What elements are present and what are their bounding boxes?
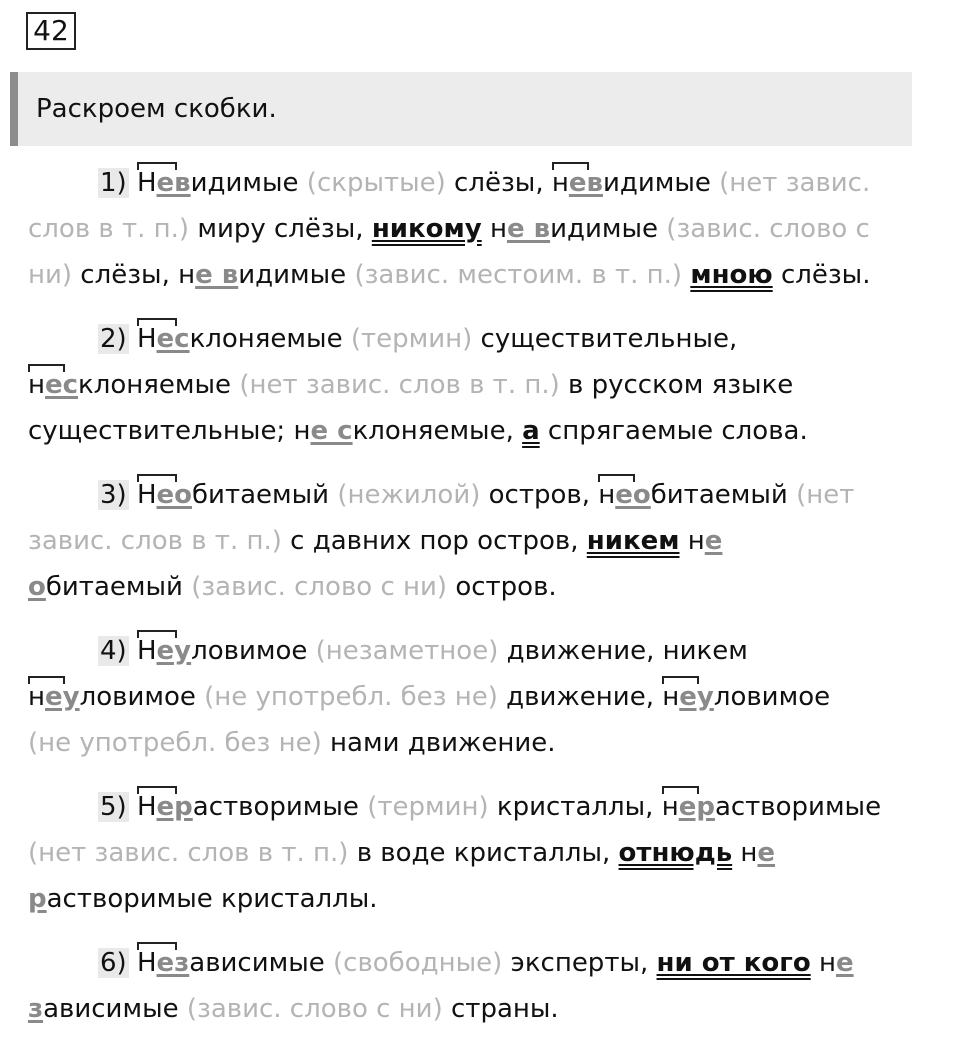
prefix-ne: н [598,472,615,518]
highlighted-letters: е [704,526,723,556]
text-line [28,472,938,518]
explanation-note: слов в т. п.) [28,214,190,244]
explanation-note: (завис. местоим. в т. п.) [354,260,683,290]
highlighted-letters: ер [678,792,715,822]
item-number: 4) [100,636,127,666]
prefix-ne: н [662,674,679,720]
highlighted-letters: еу [156,636,192,666]
prefix-ne: Н [137,628,157,674]
text-segment: ависимые [189,948,334,978]
text-segment: в русском языке [559,370,794,400]
text-line [28,986,938,1032]
text-segment: ловимое [713,682,831,712]
text-segment: слёзы, н [72,260,196,290]
prefix-ne: Н [137,160,157,206]
keyword: мною [690,260,773,290]
explanation-note: ни) [28,260,73,290]
text-line [28,206,938,252]
highlighted-letters: з [28,994,44,1024]
highlighted-letters: е в [506,214,551,244]
item-number: 6) [100,948,127,978]
text-segment: битаемый [192,480,338,510]
highlighted-letters: о [28,572,46,602]
text-line [28,316,938,362]
text-line [28,674,938,720]
text-segment: астворимые [192,792,368,822]
explanation-note: (нет завис. [719,168,871,198]
highlighted-letters: ес [45,370,79,400]
text-segment: остров, [480,480,599,510]
text-segment: битаемый [650,480,797,510]
keyword: никому [371,214,482,244]
text-segment [129,168,137,198]
text-segment: с давних пор остров, [281,526,587,556]
text-segment: миру слёзы, [189,214,372,244]
text-line [28,940,938,986]
explanation-note: (нежилой) [337,480,481,510]
text-segment: н [732,838,758,868]
text-segment: клоняемые [189,324,351,354]
keyword: никем [586,526,680,556]
text-segment: н [810,948,836,978]
text-segment [129,636,137,666]
item-6 [28,940,938,1032]
text-line [28,628,938,674]
highlighted-letters: еу [679,682,714,712]
text-line [28,518,938,564]
explanation-note: (не употребл. без не) [204,682,498,712]
prefix-ne: н [28,674,45,720]
highlighted-letters: е [835,948,854,978]
text-segment: остров. [447,572,557,602]
highlighted-letters: е [757,838,776,868]
text-segment: спрягаемые слова. [539,416,808,446]
prefix-ne: н [552,160,569,206]
text-segment: слёзы, [445,168,552,198]
text-segment: клоняемые [78,370,240,400]
highlighted-letters: р [28,884,47,914]
explanation-note: (термин) [367,792,489,822]
text-segment: битаемый [45,572,192,602]
explanation-note: (термин) [350,324,473,354]
explanation-note: (скрытые) [306,168,446,198]
explanation-note: (незаметное) [315,636,499,666]
item-1 [28,160,938,298]
highlighted-letters: ес [156,324,190,354]
text-segment: ависимые [43,994,187,1024]
keyword: ни от кого [656,948,811,978]
text-line [28,830,938,876]
highlighted-letters: ев [568,168,603,198]
text-segment: существительные; н [28,416,311,446]
prefix-ne: Н [137,316,157,362]
keyword: отнюдь [618,838,733,868]
text-line [28,720,938,766]
prefix-ne: н [662,784,679,830]
text-segment [129,948,137,978]
prefix-ne: Н [137,472,157,518]
prefix-ne: н [28,362,45,408]
text-segment: клоняемые, [352,416,523,446]
header-band [10,72,912,146]
explanation-note: (нет завис. слов в т. п.) [239,370,560,400]
text-segment [129,792,137,822]
text-segment: ловимое [79,682,205,712]
highlighted-letters: ео [615,480,651,510]
text-line [28,876,938,922]
highlighted-letters: ев [156,168,191,198]
item-2 [28,316,938,454]
text-segment [129,324,137,354]
item-number: 1) [100,168,127,198]
text-segment [129,480,137,510]
text-segment: движение, никем [498,636,748,666]
text-segment: идимые [238,260,355,290]
item-3 [28,472,938,610]
text-line [28,564,938,610]
text-segment: идимые [602,168,720,198]
text-segment: астворимые кристаллы. [46,884,378,914]
item-number: 2) [100,324,127,354]
text-segment: идимые [190,168,307,198]
text-line [28,362,938,408]
item-5 [28,784,938,922]
text-segment: страны. [442,994,559,1024]
explanation-note: (нет [796,480,855,510]
highlighted-letters: е с [310,416,353,446]
text-segment: нами движение. [321,728,556,758]
highlighted-letters: ер [156,792,193,822]
explanation-note: (завис. слово с ни) [186,994,443,1024]
item-number: 3) [100,480,127,510]
exercise-content [28,160,938,1050]
prefix-ne: Н [137,940,157,986]
header-text: Раскроем скобки. [36,94,277,124]
explanation-note: (завис. слово с [666,214,870,244]
text-line [28,252,938,298]
text-segment: н [481,214,507,244]
text-line [28,160,938,206]
text-segment: кристаллы, [488,792,662,822]
text-line [28,408,938,454]
highlighted-letters: е в [195,260,239,290]
text-line [28,784,938,830]
text-segment: астворимые [714,792,882,822]
explanation-note: (нет завис. слов в т. п.) [28,838,349,868]
keyword: а [522,416,540,446]
explanation-note: (свободные) [333,948,503,978]
highlighted-letters: еу [45,682,80,712]
highlighted-letters: ео [156,480,193,510]
text-segment: существительные, [472,324,738,354]
text-segment: слёзы. [772,260,871,290]
item-number: 5) [100,792,127,822]
text-segment: н [679,526,705,556]
highlighted-letters: ез [156,948,190,978]
item-4 [28,628,938,766]
text-segment: ловимое [191,636,316,666]
text-segment: идимые [550,214,667,244]
text-segment: движение, [497,682,663,712]
explanation-note: завис. слов в т. п.) [28,526,282,556]
text-segment: эксперты, [502,948,657,978]
explanation-note: (не употребл. без не) [28,728,322,758]
text-segment: в воде кристаллы, [348,838,619,868]
prefix-ne: Н [137,784,157,830]
explanation-note: (завис. слово с ни) [191,572,448,602]
exercise-number: 42 [26,12,76,50]
